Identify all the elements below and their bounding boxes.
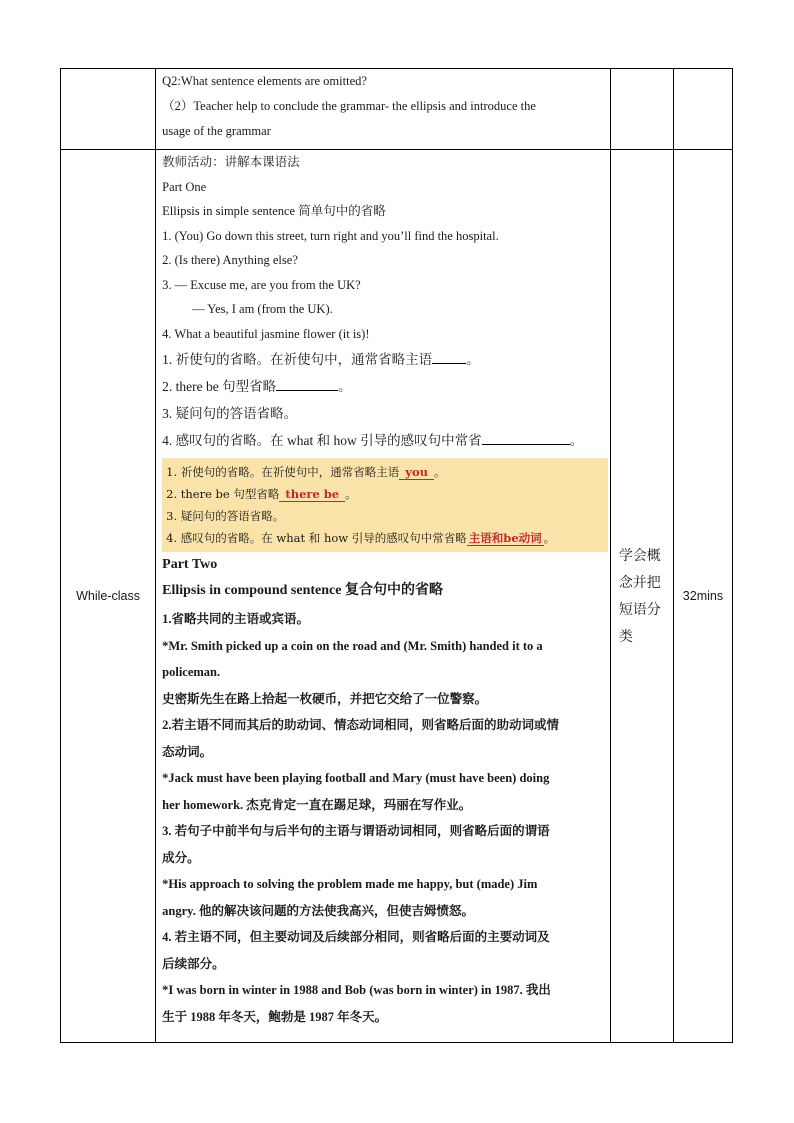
rule-2: [162, 373, 604, 400]
answer-line-4-period: 。: [543, 531, 556, 545]
teacher-step-line-cont: usage of the grammar: [162, 124, 271, 138]
rule-4-period: 。: [569, 433, 584, 448]
answer-1: you: [399, 465, 434, 480]
answer-line-1: [166, 461, 604, 483]
example-4: 4. What a beautiful jasmine flower (it is)!: [162, 326, 370, 341]
purpose-cell: [610, 150, 673, 1043]
activity-cell: [156, 69, 611, 150]
point-2-cont: 态动词。: [162, 744, 213, 759]
time-cell: [673, 150, 732, 1043]
point-1-example-cont: policeman.: [162, 665, 221, 679]
rule-4-text: 4. 感叹句的省略。在 what 和 how 引导的感叹句中常省: [162, 433, 482, 448]
point-1-example: *Mr. Smith picked up a coin on the road and (Mr. Smith) handed it to a: [162, 638, 543, 653]
answer-line-2-period: 。: [345, 487, 357, 501]
answer-line-3: 3. 疑问句的答语省略。: [166, 509, 285, 523]
part-two-label: Part Two: [162, 557, 218, 572]
answer-4: 主语和be动词: [468, 531, 542, 545]
rule-3: 3. 疑问句的答语省略。: [162, 406, 298, 421]
answer-line-4-text: 4. 感叹句的省略。在 what 和 how 引导的感叹句中常省略: [166, 531, 467, 545]
point-4-cont: 后续部分。: [162, 956, 225, 971]
point-4-example-cont: 生于 1988 年冬天，鲍勃是 1987 年冬天。: [162, 1009, 388, 1024]
answer-line-1-period: 。: [434, 465, 446, 479]
example-3: 3. — Excuse me, are you from the UK?: [162, 277, 361, 292]
rule-1-period: 。: [466, 352, 480, 367]
table-row: [61, 69, 733, 150]
phase-label: While-class: [76, 589, 141, 603]
activity-cell: [156, 150, 611, 1043]
point-1-translation: 史密斯先生在路上拾起一枚硬币，并把它交给了一位警察。: [162, 691, 488, 706]
part-two-heading: Ellipsis in compound sentence 复合句中的省略: [162, 583, 443, 598]
time-cell-empty: [673, 69, 732, 150]
point-3-example-cont: angry. 他的解决该问题的方法使我高兴，但使吉姆愤怒。: [162, 903, 474, 918]
purpose-text: 学会概念并把短语分类: [618, 547, 661, 644]
rule-2-period: 。: [338, 379, 352, 394]
phase-cell: [61, 150, 156, 1043]
purpose-cell-empty: [610, 69, 673, 150]
table-row: [61, 150, 733, 1043]
rule-1: [162, 346, 604, 373]
point-3: 3. 若句子中前半句与后半句的主语与谓语动词相同，则省略后面的谓语: [162, 824, 550, 838]
teacher-step-line: （2）Teacher help to conclude the grammar- the ellipsis and introduce the: [162, 99, 536, 113]
example-3-reply: — Yes, I am (from the UK).: [192, 302, 333, 316]
rule-4-blank: [482, 431, 570, 445]
answer-box: [162, 458, 608, 552]
rule-1-text: 1. 祈使句的省略。在祈使句中，通常省略主语: [162, 352, 433, 367]
point-3-cont: 成分。: [162, 850, 200, 865]
point-4: 4. 若主语不同，但主要动词及后续部分相同，则省略后面的主要动词及: [162, 930, 550, 944]
question-line: Q2:What sentence elements are omitted?: [162, 74, 367, 88]
point-1: 1.省略共同的主语或宾语。: [162, 612, 310, 626]
answer-line-2: [166, 483, 604, 505]
rule-4: [162, 427, 604, 454]
example-1: 1. (You) Go down this street, turn right and you’ll find the hospital.: [162, 228, 499, 243]
part-one-heading: Ellipsis in simple sentence 简单句中的省略: [162, 204, 386, 218]
time-label: 32mins: [682, 589, 724, 603]
rule-2-blank: [276, 377, 338, 391]
point-2-example: *Jack must have been playing football and Mary (must have been) doing: [162, 771, 550, 785]
part-one-label: Part One: [162, 179, 207, 194]
point-2-example-cont: her homework. 杰克肯定一直在踢足球，玛丽在写作业。: [162, 797, 472, 812]
answer-line-2-text: 2. there be 句型省略: [166, 487, 280, 501]
point-3-example: *His approach to solving the problem made me happy, but (made) Jim: [162, 877, 538, 891]
lesson-table: [60, 68, 733, 1043]
example-2: 2. (Is there) Anything else?: [162, 253, 298, 267]
rule-2-text: 2. there be 句型省略: [162, 379, 277, 394]
answer-line-1-text: 1. 祈使句的省略。在祈使句中，通常省略主语: [166, 465, 400, 479]
rule-1-blank: [432, 350, 466, 364]
point-2: 2.若主语不同而其后的助动词、情态动词相同，则省略后面的助动词或情: [162, 718, 560, 732]
phase-cell-empty: [61, 69, 156, 150]
answer-2: there be: [279, 487, 345, 502]
answer-line-4: [166, 527, 604, 549]
activity-title: 教师活动：讲解本课语法: [162, 155, 300, 169]
point-4-example: *I was born in winter in 1988 and Bob (was born in winter) in 1987. 我出: [162, 983, 551, 997]
